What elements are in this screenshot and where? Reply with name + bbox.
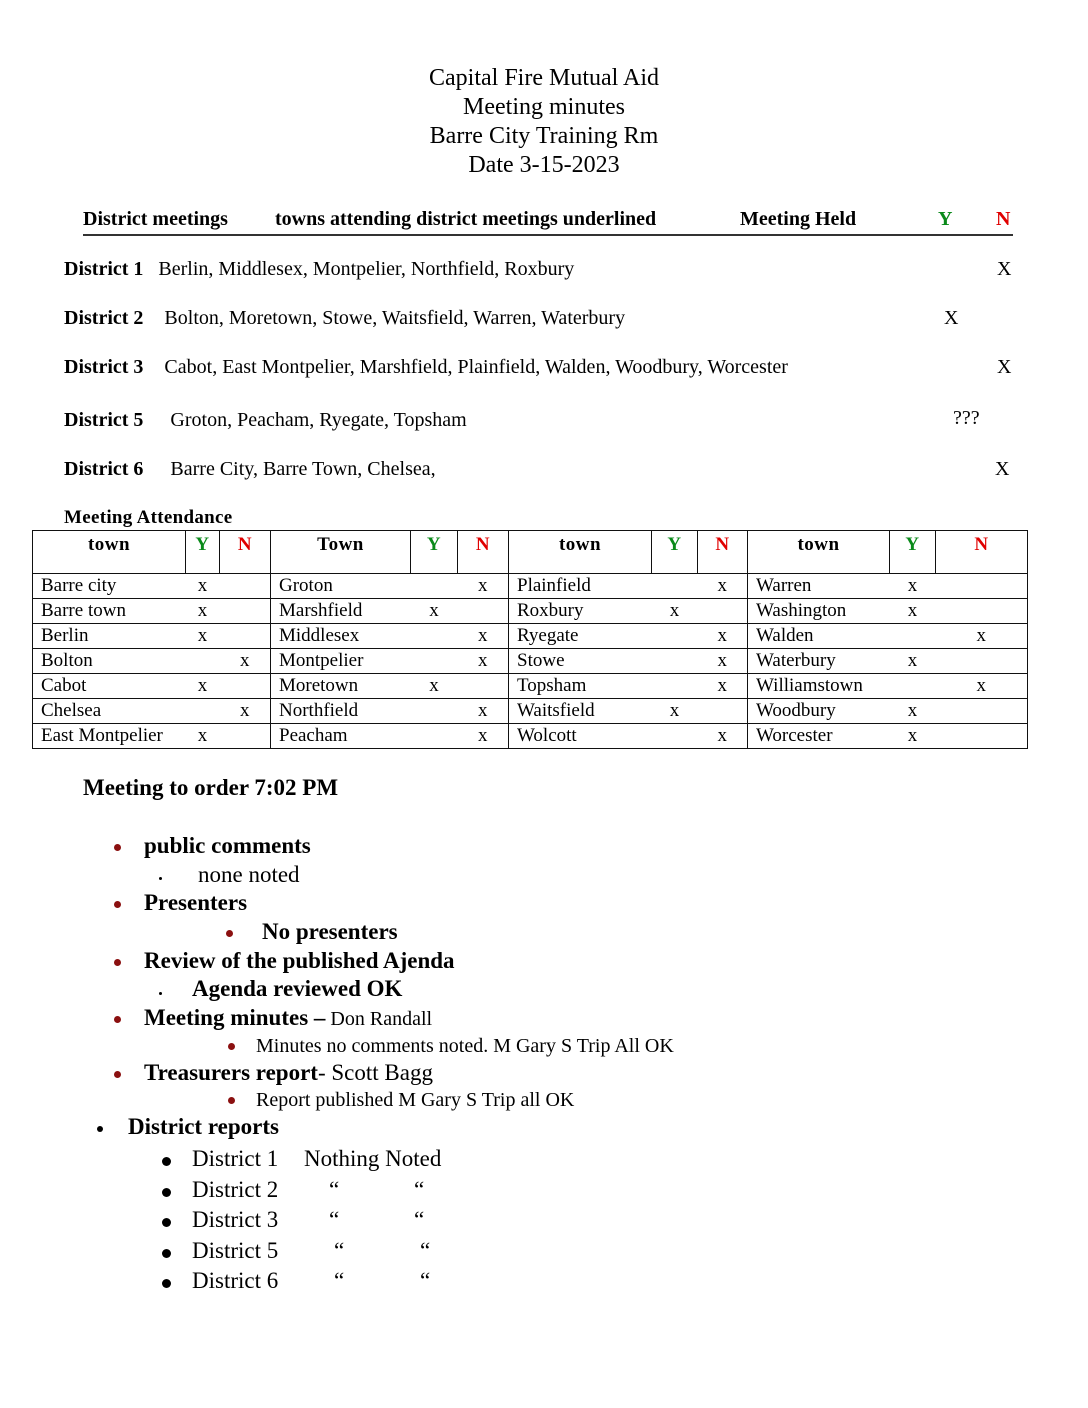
meeting-held-mark: ??? [953,407,980,429]
district-row [64,307,625,330]
attended-yes-mark [411,624,458,649]
meeting-held-mark: X [997,258,1012,280]
attended-no-mark: x [458,574,509,599]
meeting-held-mark: X [995,458,1010,480]
district-report-note-ditto: “ [414,1177,425,1202]
town-name: Williamstown [748,674,890,699]
agenda-item-note: No presenters [262,919,398,944]
bullet-icon [114,844,121,851]
town-name: Plainfield [509,574,652,599]
district-report-note: Nothing Noted [304,1146,442,1171]
district-report-label: District 3 [192,1207,279,1232]
bullet-icon [162,1218,171,1227]
col-town: town [748,531,890,574]
attended-yes-mark: x [186,574,220,599]
town-name: Washington [748,599,890,624]
col-no: N [936,531,1028,574]
attended-no-mark: x [458,649,509,674]
district-report-note: “ [329,1177,340,1202]
col-no: N [458,531,509,574]
meeting-location: Barre City Training Rm [429,123,659,149]
bullet-icon [228,1097,235,1104]
attended-no-mark: x [936,674,1028,699]
town-name: Berlin [33,624,186,649]
document-header [0,64,1088,180]
col-yes: Y [652,531,698,574]
bullet-icon [162,1249,171,1258]
agenda-item-note: Minutes no comments noted. M Gary S Trip All OK [256,1035,674,1057]
attended-yes-mark: x [652,699,698,724]
agenda-item-title: Presenters [144,890,248,915]
attended-yes-mark: x [186,674,220,699]
attendance-row [33,724,1028,749]
attended-yes-mark: x [411,599,458,624]
agenda-item-person: - Scott Bagg [317,1060,433,1085]
col-towns-attending: towns attending district meetings underlined [275,208,657,230]
attended-no-mark: x [220,699,271,724]
town-name: Warren [748,574,890,599]
town-name: Roxbury [509,599,652,624]
district-report-note-ditto: “ [420,1238,431,1263]
bullet-icon [114,1071,121,1078]
district-towns: Cabot, East Montpelier, Marshfield, Plainfield, Walden, Woodbury, Worcester [164,356,788,378]
attended-yes-mark [411,724,458,749]
town-name: Stowe [509,649,652,674]
district-reports-title: District reports [128,1114,279,1139]
col-yes: Y [411,531,458,574]
bullet-icon [159,992,162,995]
district-report-label: District 2 [192,1177,279,1202]
attended-no-mark [220,674,271,699]
bullet-icon [114,901,121,908]
agenda-item-note: none noted [198,862,300,887]
bullet-icon [162,1279,171,1288]
attended-no-mark: x [698,574,748,599]
attended-no-mark: x [936,624,1028,649]
district-report-label: District 6 [192,1268,279,1293]
attendance-row [33,599,1028,624]
attended-no-mark: x [458,624,509,649]
district-row [64,258,574,281]
attended-no-mark [458,599,509,624]
bullet-icon [97,1126,103,1132]
district-label: District 2 [64,307,144,329]
attended-yes-mark: x [890,724,936,749]
bullet-icon [114,1016,121,1023]
attended-yes-mark [890,624,936,649]
attendance-row [33,674,1028,699]
agenda-item-note: Agenda reviewed OK [192,976,403,1001]
attended-no-mark [936,599,1028,624]
attended-yes-mark: x [186,724,220,749]
attended-yes-mark [652,624,698,649]
attended-no-mark: x [698,624,748,649]
bullet-icon [162,1157,171,1166]
attended-yes-mark [186,649,220,674]
attendance-row [33,649,1028,674]
agenda-item-note: Report published M Gary S Trip all OK [256,1089,575,1111]
attended-yes-mark: x [890,599,936,624]
district-towns: Berlin, Middlesex, Montpelier, Northfield, Roxbury [158,258,575,280]
town-name: Northfield [271,699,411,724]
col-no: N [220,531,271,574]
agenda-item-title: public comments [144,833,311,858]
col-no: N [698,531,748,574]
col-yes: Y [938,208,953,230]
meeting-held-mark: X [997,356,1012,378]
town-name: Walden [748,624,890,649]
attended-yes-mark [652,574,698,599]
bullet-icon [228,1043,235,1050]
attended-no-mark [936,724,1028,749]
bullet-icon [226,930,233,937]
attendance-row [33,699,1028,724]
district-label: District 3 [64,356,144,378]
attended-yes-mark: x [186,599,220,624]
town-name: Barre city [33,574,186,599]
attendance-row [33,624,1028,649]
attended-yes-mark [652,674,698,699]
col-town: town [33,531,186,574]
attendance-title: Meeting Attendance [64,507,233,528]
town-name: Chelsea [33,699,186,724]
town-name: Montpelier [271,649,411,674]
attended-yes-mark: x [411,674,458,699]
town-name: Topsham [509,674,652,699]
attended-yes-mark [186,699,220,724]
district-report-note: “ [334,1268,345,1293]
agenda-item-title [144,1059,433,1087]
town-name: Wolcott [509,724,652,749]
bullet-icon [114,959,121,966]
town-name: Woodbury [748,699,890,724]
agenda-item-heading: Treasurers report [144,1060,318,1085]
town-name: Bolton [33,649,186,674]
attended-no-mark [220,624,271,649]
attendance-table [32,530,1028,749]
attended-no-mark: x [698,724,748,749]
town-name: East Montpelier [33,724,186,749]
town-name: Marshfield [271,599,411,624]
town-name: Groton [271,574,411,599]
col-meeting-held: Meeting Held [740,208,857,230]
attended-yes-mark: x [890,649,936,674]
agenda-item-title: Review of the published Ajenda [144,948,455,973]
attended-no-mark [936,699,1028,724]
doc-type: Meeting minutes [463,94,625,120]
attended-no-mark [698,599,748,624]
agenda-item-person: Don Randall [325,1008,433,1030]
district-report-note: “ [329,1207,340,1232]
district-towns: Barre City, Barre Town, Chelsea, [170,458,436,480]
agenda-item-title [144,1004,432,1033]
town-name: Worcester [748,724,890,749]
town-name: Ryegate [509,624,652,649]
col-district-meetings: District meetings [83,208,228,230]
col-yes: Y [890,531,936,574]
col-no: N [996,208,1011,230]
attended-yes-mark [411,699,458,724]
district-report-note: “ [334,1238,345,1263]
meeting-date: Date 3-15-2023 [468,152,620,178]
town-name: Middlesex [271,624,411,649]
attended-no-mark [220,599,271,624]
district-report-label: District 1 [192,1146,279,1171]
district-label: District 1 [64,258,144,280]
attended-no-mark: x [698,649,748,674]
attended-no-mark [698,699,748,724]
attended-yes-mark [652,724,698,749]
district-report-note-ditto: “ [414,1207,425,1232]
attended-yes-mark: x [186,624,220,649]
town-name: Peacham [271,724,411,749]
col-town: town [509,531,652,574]
district-row [64,409,467,432]
attendance-row [33,574,1028,599]
attended-no-mark [220,574,271,599]
attended-yes-mark [411,574,458,599]
town-name: Barre town [33,599,186,624]
attended-yes-mark [411,649,458,674]
district-label: District 6 [64,458,144,480]
col-town: Town [271,531,411,574]
attendance-header-row [33,531,1028,574]
attended-yes-mark: x [890,699,936,724]
attended-no-mark [936,574,1028,599]
attended-yes-mark [890,674,936,699]
meeting-held-mark: X [944,307,959,329]
attended-no-mark [458,674,509,699]
bullet-icon [162,1188,171,1197]
district-meetings-header [83,208,1013,236]
town-name: Moretown [271,674,411,699]
col-yes: Y [186,531,220,574]
attended-yes-mark: x [890,574,936,599]
org-name: Capital Fire Mutual Aid [429,65,659,91]
district-label: District 5 [64,409,144,431]
district-report-note-ditto: “ [420,1268,431,1293]
attended-yes-mark [652,649,698,674]
bullet-icon [159,877,162,880]
district-row [64,458,436,481]
district-towns: Bolton, Moretown, Stowe, Waitsfield, Warren, Waterbury [164,307,626,329]
town-name: Cabot [33,674,186,699]
attended-no-mark: x [458,724,509,749]
town-name: Waitsfield [509,699,652,724]
attended-no-mark: x [698,674,748,699]
agenda-item-heading: Meeting minutes – [144,1005,326,1030]
town-name: Waterbury [748,649,890,674]
attended-no-mark: x [458,699,509,724]
district-towns: Groton, Peacham, Ryegate, Topsham [170,409,467,431]
call-to-order: Meeting to order 7:02 PM [83,775,339,800]
attended-no-mark [220,724,271,749]
district-report-label: District 5 [192,1238,279,1263]
attended-no-mark [936,649,1028,674]
district-row [64,356,788,379]
attended-no-mark: x [220,649,271,674]
attended-yes-mark: x [652,599,698,624]
